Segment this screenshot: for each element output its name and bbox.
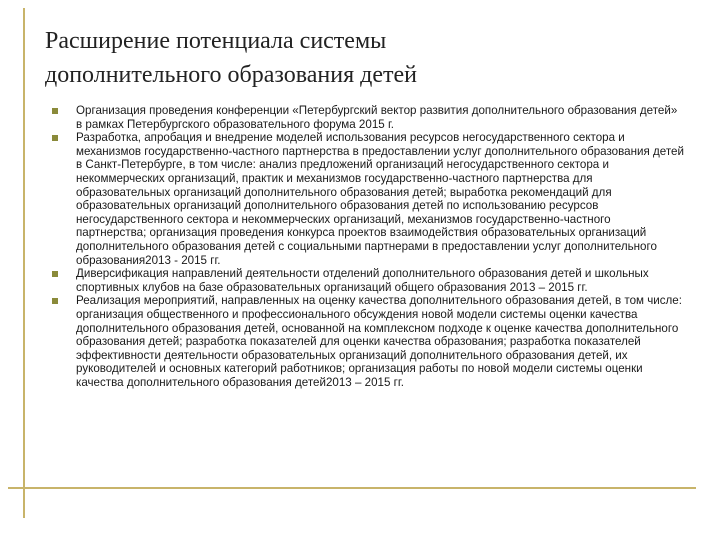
slide-title-line-2: дополнительного образования детей (45, 62, 417, 88)
frame-horizontal-line (8, 487, 696, 489)
square-bullet-icon (52, 135, 58, 141)
bullet-text: Реализация мероприятий, направленных на оценку качества дополнительного образования детей, в том числе: организация общественного и профессионального обсуждения новой модели системы оценки качества дополнительного образования детей, основанной на комплексном подходе к оценке качества дополнительного образования детей; разработка показателей для оценки качества образования; разработка показателей эффективности деятельности образовательных организаций дополнительного образования детей, их руководителей и основных категорий работников; организация работы по новой модели системы оценки качества дополнительного образования детей2013 – 2015 гг. (76, 294, 682, 389)
slide-title-line-1: Расширение потенциала системы (45, 28, 387, 54)
square-bullet-icon (52, 298, 58, 304)
bullet-item-conference (48, 104, 684, 131)
square-bullet-icon (52, 108, 58, 114)
bullet-text: Организация проведения конференции «Петербургский вектор развития дополнительного образования детей» в рамках Петербургского образовательного форума 2015 г. (76, 104, 678, 131)
bullet-list (48, 104, 684, 389)
bullet-item-quality (48, 294, 684, 389)
bullet-text: Диверсификация направлений деятельности отделений дополнительного образования детей и школьных спортивных клубов на базе образовательных организаций общего образования 2013 – 2015 гг. (76, 267, 649, 294)
bullet-item-models (48, 131, 684, 267)
slide-title (45, 24, 685, 92)
frame-vertical-line (23, 8, 25, 518)
square-bullet-icon (52, 271, 58, 277)
bullet-item-diversification (48, 267, 684, 294)
bullet-text: Разработка, апробация и внедрение моделей использования ресурсов негосударственного сектора и механизмов государственно-частного партнерства в предоставлении услуг дополнительного образования детей в Санкт-Петербурге, в том числе: анализ предложений организаций негосударственного сектора и некоммерческих организаций, практик и механизмов государственно-частного партнерства для образовательных организаций дополнительного образования детей; выработка рекомендаций для образовательных организаций дополнительного образования детей по использованию ресурсов негосударственного сектора и некоммерческих организаций, механизмов государственно-частного партнерства; организация проведения конкурса проектов взаимодействия образовательных организаций дополнительного образования детей с социальными партнерами в предоставлении услуг дополнительного образования2013 - 2015 гг. (76, 131, 684, 267)
